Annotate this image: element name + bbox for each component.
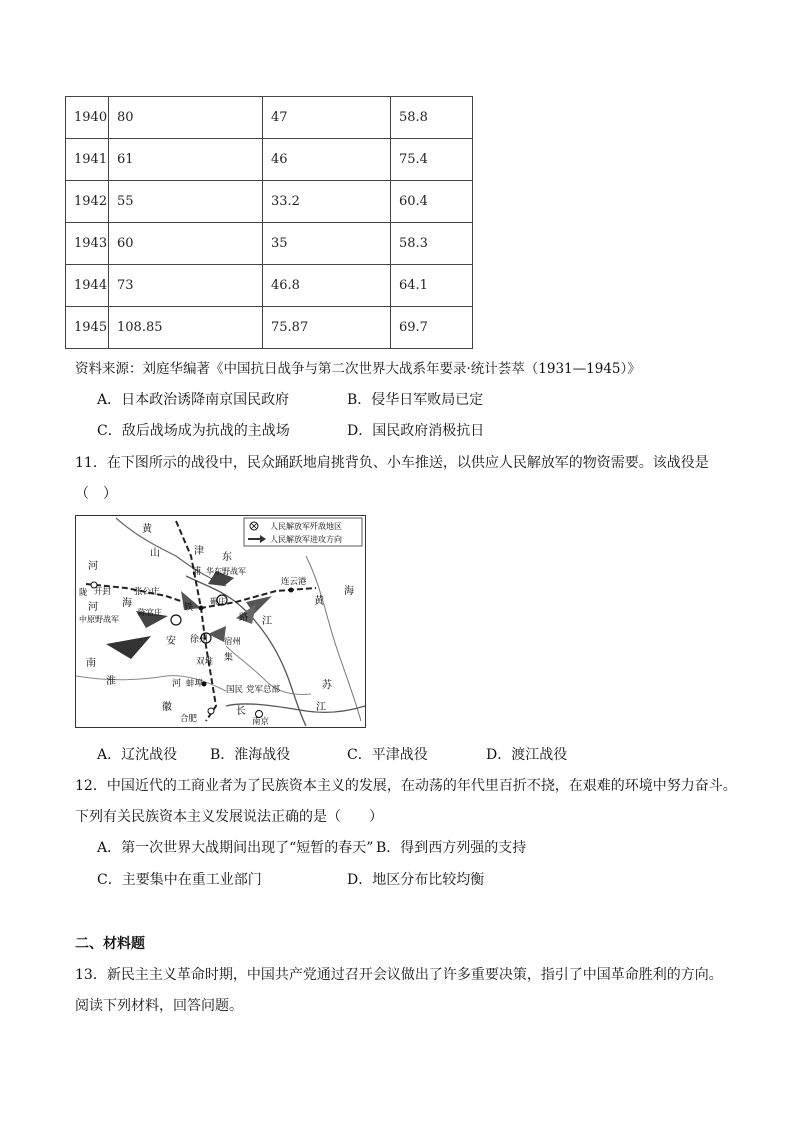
q11-option-b: B．淮海战役 [210, 747, 291, 763]
map-label: 河 [88, 561, 98, 572]
table-cell: 1945 [66, 307, 109, 349]
map-label: 陈官庄 [138, 608, 162, 617]
map-label: 双堆 [196, 657, 214, 667]
map-label: 东 [222, 552, 232, 563]
table-cell: 58.8 [391, 97, 473, 139]
map-label: 长 [236, 706, 246, 717]
map-label: 合肥 [180, 714, 198, 724]
map-label: 安 [166, 636, 176, 647]
map-label: 河 [172, 679, 182, 689]
q10-option-c: C．敌后战场成为抗战的主战场 [97, 423, 290, 439]
map-label: 黄 [142, 524, 152, 535]
map-label: 路 [239, 613, 249, 623]
table-cell: 33.2 [263, 181, 391, 223]
table-cell: 75.87 [263, 307, 391, 349]
table-row [66, 97, 473, 139]
table-cell: 61 [109, 139, 263, 181]
table-cell: 60.4 [391, 181, 473, 223]
map-label: 浦 [192, 567, 202, 577]
map-label: 铁 [184, 603, 194, 613]
map-label: 海 [344, 586, 354, 597]
table-row [66, 265, 473, 307]
map-label: 江 [316, 702, 326, 713]
map-label: 河 [88, 602, 98, 613]
table-row [66, 139, 473, 181]
section-heading: 二、材料题 [75, 936, 145, 952]
map-label: 苏 [322, 680, 332, 691]
q12-option-d: D．地区分布比较均衡 [347, 872, 485, 888]
table-cell: 1943 [66, 223, 109, 265]
table-cell: 46 [263, 139, 391, 181]
q10-option-a: A．日本政治诱降南京国民政府 [97, 392, 290, 408]
table-cell: 1941 [66, 139, 109, 181]
map-label: 山 [150, 548, 160, 559]
table-cell: 1940 [66, 97, 109, 139]
table-cell: 75.4 [391, 139, 473, 181]
q11-option-d: D．渡江战役 [486, 747, 568, 763]
q11-stem-blank: （ ） [75, 486, 117, 502]
legend-arrow-label: 人民解放军进攻方向 [270, 535, 342, 544]
table-cell: 47 [263, 97, 391, 139]
map-label: 江 [262, 616, 272, 627]
q11-option-a: A．辽沈战役 [97, 747, 178, 763]
table-cell: 55 [109, 181, 263, 223]
map-label: 南京 [252, 717, 270, 727]
q12-stem-continued: 下列有关民族资本主义发展说法正确的是（ ） [75, 809, 383, 825]
map-label: 海 [122, 598, 132, 609]
legend-encircle-label: 人民解放军歼敌地区 [270, 522, 342, 531]
huaihai-campaign-map [75, 515, 366, 728]
table-cell: 60 [109, 223, 263, 265]
q10-option-b: B．侵华日军败局已定 [347, 392, 484, 408]
table-cell: 108.85 [109, 307, 263, 349]
q12-option-b: B．得到西方列强的支持 [376, 840, 527, 856]
map-label: 淮 [106, 676, 116, 687]
q12-option-c: C．主要集中在重工业部门 [97, 872, 262, 888]
table-cell: 1942 [66, 181, 109, 223]
map-label: 蚌埠 [186, 679, 204, 689]
map-label: 碾庄 [210, 597, 226, 606]
map-label: 黄 [314, 596, 324, 607]
map-label: 陇 [79, 588, 88, 598]
q13-instruction: 阅读下列材料，回答问题。 [75, 998, 243, 1014]
map-label: 津 [194, 546, 204, 557]
table-cell: 69.7 [391, 307, 473, 349]
table-cell: 35 [263, 223, 391, 265]
q12-stem: 12．中国近代的工商业者为了民族资本主义的发展，在动荡的年代里百折不挠，在艰难的环境中努力奋斗。 [75, 778, 737, 794]
map-label: 徐州 [190, 635, 209, 645]
map-label: 华东野战军 [206, 567, 246, 576]
map-label: 张公庄 [134, 587, 160, 597]
table-cell: 58.3 [391, 223, 473, 265]
q12-option-a: A．第一次世界大战期间出现了“短暂的春天” [97, 840, 374, 856]
table-source: 资料来源：刘庭华编著《中国抗日战争与第二次世界大战系年要录·统计荟萃（1931—1945）》 [75, 361, 641, 377]
map-label: 党军总部 [246, 685, 281, 695]
statistics-table [65, 96, 473, 349]
table-cell: 1944 [66, 265, 109, 307]
table-cell: 46.8 [263, 265, 391, 307]
map-label: 南 [86, 658, 96, 669]
q11-stem: 11．在下图所示的战役中，民众踊跃地肩挑背负、小车推送，以供应人民解放军的物资需要。该战役是 [75, 455, 709, 471]
map-label: 宿州 [224, 637, 242, 647]
q10-option-d: D．国民政府消极抗日 [347, 423, 485, 439]
table-cell: 64.1 [391, 265, 473, 307]
map-label: 开封 [94, 587, 112, 597]
map-label: 国民 [226, 685, 244, 695]
map-label: 中原野战军 [79, 615, 119, 624]
q13-stem: 13．新民主主义革命时期，中国共产党通过召开会议做出了许多重要决策，指引了中国革命胜利的方向。 [75, 967, 723, 983]
map-label: 徽 [162, 702, 172, 713]
map-label: 集 [224, 653, 234, 663]
table-row [66, 223, 473, 265]
map-label: 连云港 [281, 577, 307, 587]
table-row [66, 181, 473, 223]
table-row [66, 307, 473, 349]
q11-option-c: C．平津战役 [347, 747, 428, 763]
table-cell: 80 [109, 97, 263, 139]
table-cell: 73 [109, 265, 263, 307]
